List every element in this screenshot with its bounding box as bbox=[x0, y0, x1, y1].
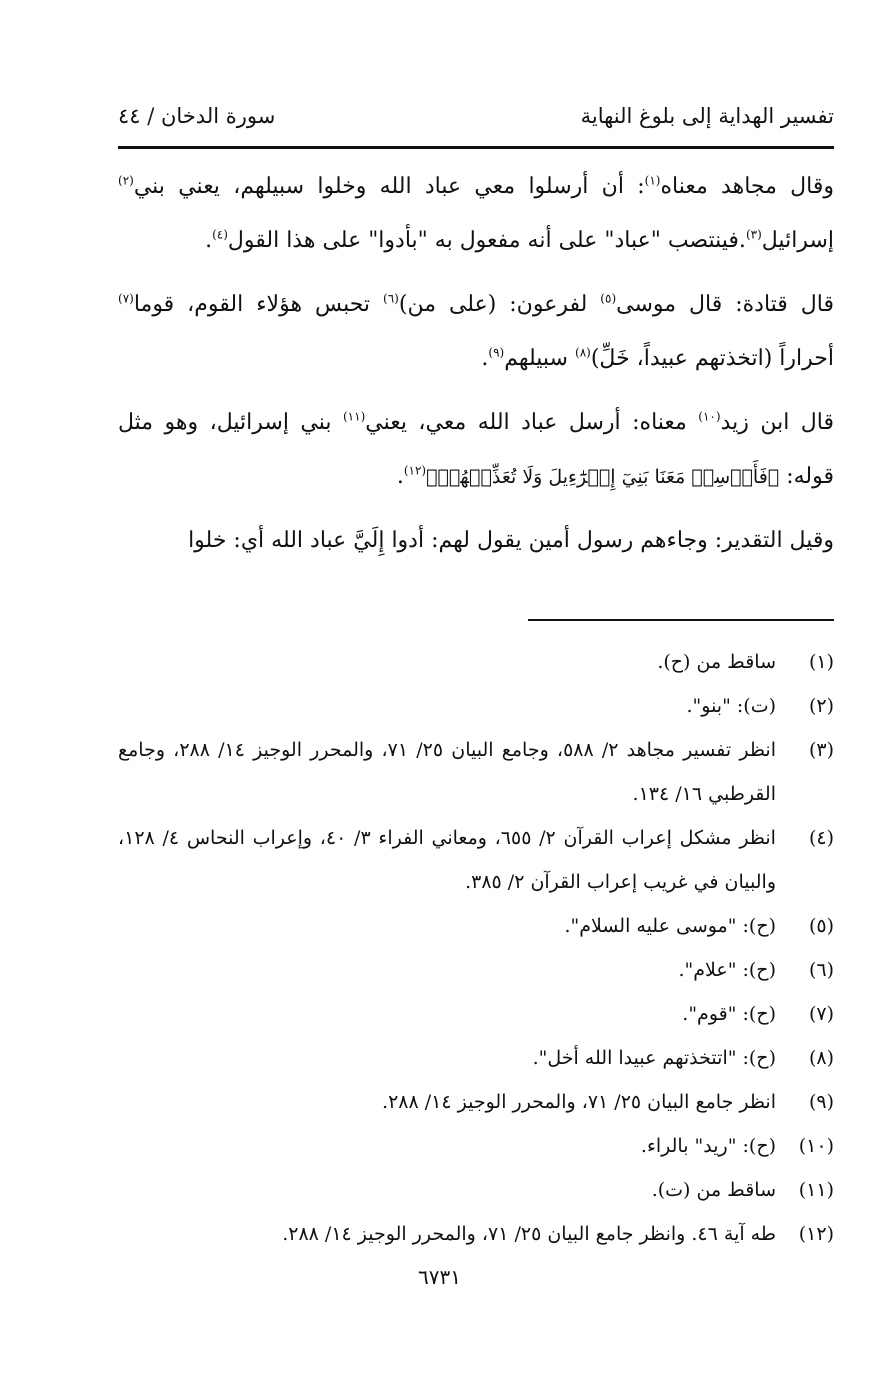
footnote-text: (ح): "قوم". bbox=[682, 1003, 776, 1025]
paragraph-taqdir bbox=[118, 514, 834, 568]
footnote-number: (٣) bbox=[808, 739, 834, 761]
text-span: . bbox=[396, 464, 404, 489]
footnote-item bbox=[118, 1124, 834, 1168]
text-span: إسرائيل bbox=[761, 228, 834, 253]
header-divider bbox=[118, 146, 834, 149]
page-number: ٦٧٣١ bbox=[418, 1265, 461, 1289]
footnote-marker: (١١) bbox=[342, 409, 366, 424]
footnote-item bbox=[118, 640, 834, 684]
footnote-number: (٦) bbox=[808, 959, 834, 981]
footnote-marker: (١٠) bbox=[698, 409, 721, 424]
footnote-number: (١١) bbox=[798, 1179, 834, 1201]
footnote-text: انظر مشكل إعراب القرآن ٢/ ٦٥٥، ومعاني الفراء ٣/ ٤٠، وإعراب النحاس ٤/ ١٢٨، والبيان في غريب إعراب القرآن ٢/ ٣٨٥. bbox=[118, 827, 776, 893]
footnote-marker: (٤) bbox=[212, 227, 228, 242]
footnote-text: (ح): "علام". bbox=[678, 959, 776, 981]
footnote-number: (٨) bbox=[808, 1047, 834, 1069]
text-span: .فينتصب "عباد" على أنه مفعول به "بأدوا" على هذا القول bbox=[227, 228, 746, 253]
running-header bbox=[118, 104, 834, 134]
text-span: : أن أرسلوا معي عباد الله وخلوا سبيلهم، يعني بني bbox=[133, 174, 645, 199]
text-span: سبيلهم bbox=[504, 346, 575, 371]
footnote-text: انظر جامع البيان ٢٥/ ٧١، والمحرر الوجيز ١٤/ ٢٨٨. bbox=[382, 1091, 776, 1113]
footnote-text: (ح): "موسى عليه السلام". bbox=[564, 915, 776, 937]
text-span: لفرعون: (على من) bbox=[398, 292, 601, 317]
footnote-text: ساقط من (ت). bbox=[651, 1179, 776, 1201]
text-span: بني إسرائيل، وهو مثل قوله: bbox=[118, 410, 834, 489]
quran-quote: ﴿فَأَرۡسِلۡ مَعَنَا بَنِيٓ إِسۡرَٰٓءِيلَ وَلَا تُعَذِّبۡهُمۡ﴾ bbox=[426, 466, 780, 488]
footnote-marker: (٨) bbox=[575, 345, 591, 360]
main-text bbox=[118, 160, 834, 578]
footnote-number: (٩) bbox=[808, 1091, 834, 1113]
footnote-marker: (٩) bbox=[488, 345, 505, 360]
footnote-item bbox=[118, 904, 834, 948]
footnote-number: (١) bbox=[808, 651, 834, 673]
footnote-number: (١٠) bbox=[798, 1135, 834, 1157]
surah-page-label: سورة الدخان / ٤٤ bbox=[118, 104, 276, 128]
footnote-marker: (٣) bbox=[745, 227, 762, 242]
paragraph-ibn-zayd bbox=[118, 396, 834, 504]
footnote-divider bbox=[528, 619, 834, 621]
footnote-text: (ح): "ريد" بالراء. bbox=[640, 1135, 776, 1157]
text-span: قال قتادة: قال موسى bbox=[616, 292, 834, 317]
footnote-marker: (١) bbox=[644, 173, 661, 188]
footnote-text: (ح): "اتتخذتهم عبيدا الله أخل". bbox=[532, 1047, 776, 1069]
footnote-item bbox=[118, 1080, 834, 1124]
footnote-text: انظر تفسير مجاهد ٢/ ٥٨٨، وجامع البيان ٢٥/ ٧١، والمحرر الوجيز ١٤/ ٢٨٨، وجامع القرطبي ١٦/ ١٣٤. bbox=[118, 739, 776, 805]
text-span: قال ابن زيد bbox=[720, 410, 834, 435]
footnote-item bbox=[118, 728, 834, 816]
footnote-marker: (١٢) bbox=[403, 463, 427, 478]
footnote-number: (٤) bbox=[808, 827, 834, 849]
footnote-number: (١٢) bbox=[798, 1223, 834, 1245]
footnote-marker: (٥) bbox=[600, 291, 617, 306]
footnote-text: ساقط من (ح). bbox=[657, 651, 776, 673]
text-span: أحراراً (اتخذتهم عبيداً، خَلِّ) bbox=[590, 346, 834, 371]
text-span: معناه: أرسل عباد الله معي، يعني bbox=[365, 410, 699, 435]
paragraph-qatada bbox=[118, 278, 834, 386]
footnote-item bbox=[118, 1212, 834, 1256]
paragraph-mujahid bbox=[118, 160, 834, 268]
footnote-number: (٧) bbox=[808, 1003, 834, 1025]
book-title: تفسير الهداية إلى بلوغ النهاية bbox=[580, 104, 834, 128]
footnote-item bbox=[118, 948, 834, 992]
footnote-item bbox=[118, 1168, 834, 1212]
text-span: وقيل التقدير: وجاءهم رسول أمين يقول لهم: أدوا إِلَيَّ عباد الله أي: خلوا bbox=[188, 528, 834, 553]
text-span: . bbox=[481, 346, 489, 371]
footnote-item bbox=[118, 1036, 834, 1080]
footnotes-list bbox=[118, 640, 834, 1256]
text-span: وقال مجاهد معناه bbox=[660, 174, 835, 199]
footnote-number: (٥) bbox=[808, 915, 834, 937]
footnote-marker: (٢) bbox=[118, 173, 134, 188]
footnote-marker: (٦) bbox=[383, 291, 399, 306]
footnote-marker: (٧) bbox=[118, 291, 134, 306]
text-span: . bbox=[205, 228, 213, 253]
footnote-item bbox=[118, 992, 834, 1036]
footnote-number: (٢) bbox=[808, 695, 834, 717]
footnote-item bbox=[118, 816, 834, 904]
footnote-text: (ت): "بنو". bbox=[686, 695, 776, 717]
footnote-item bbox=[118, 684, 834, 728]
text-span: تحبس هؤلاء القوم، قوما bbox=[133, 292, 384, 317]
footnote-text: طه آية ٤٦. وانظر جامع البيان ٢٥/ ٧١، والمحرر الوجيز ١٤/ ٢٨٨. bbox=[282, 1223, 776, 1245]
